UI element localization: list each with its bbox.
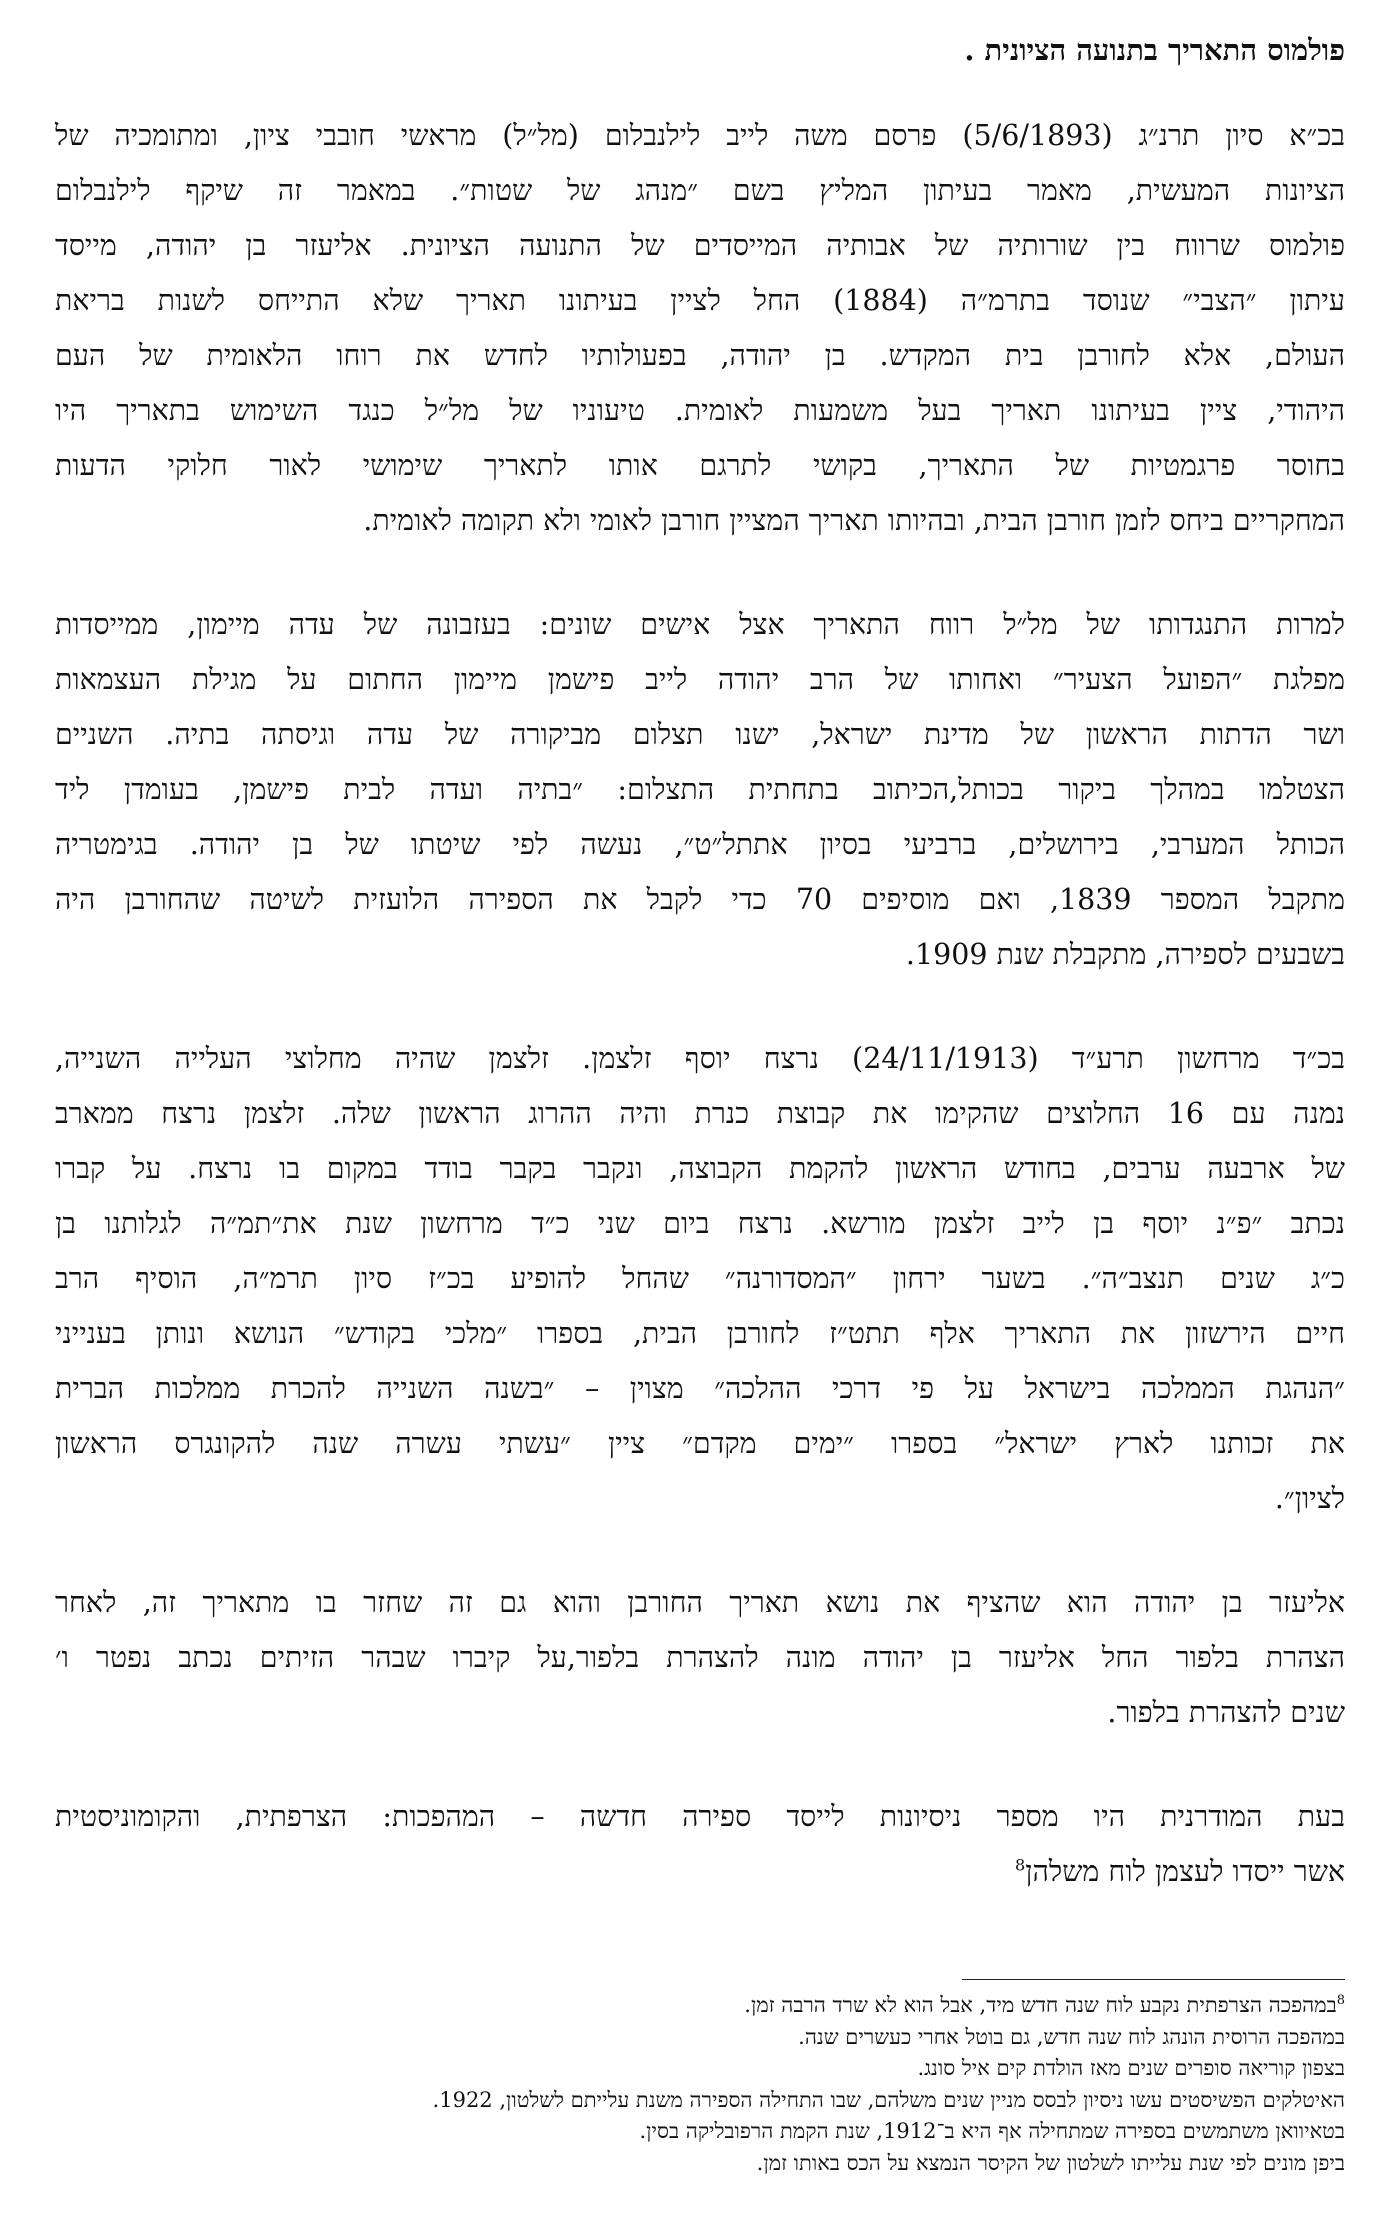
paragraph-1: [55, 108, 1345, 548]
text-line: שנים להצהרת בלפור.: [1107, 1696, 1345, 1729]
text-line: אשר ייסדו לעצמן לוח משלהן: [1025, 1855, 1345, 1888]
text-line: כ״ג שנים תנצב״ה״. בשער ירחון ״המסדורנה״ שהחל להופיע בכ״ז סיון תרמ״ה, הוסיף הרב: [55, 1262, 1345, 1295]
text-line: אליעזר בן יהודה הוא שהציף את נושא תאריך החורבן והוא גם זה שחזר בו מתאריך זה, לאחר: [55, 1586, 1345, 1619]
text-line: ושר הדתות הראשון של מדינת ישראל, ישנו תצלום מביקורה של עדה וגיסתה בתיה. השניים: [55, 718, 1345, 751]
text-line: בכ״ד מרחשון תרע״ד (24/11/1913) נרצח יוסף זלצמן. זלצמן שהיה מחלוצי העלייה השנייה,: [55, 1042, 1345, 1075]
text-line: נמנה עם 16 החלוצים שהקימו את קבוצת כנרת והיה ההרוג הראשון שלה. זלצמן נרצח ממארב: [55, 1097, 1345, 1130]
text-line: הציונות המעשית, מאמר בעיתון המליץ בשם ״מנהג של שטות״. במאמר זה שיקף לילנבלום: [55, 174, 1345, 207]
text-line-with-footnote: [55, 1844, 1345, 1899]
text-line: מתקבל המספר 1839, ואם מוסיפים 70 כדי לקבל את הספירה הלועזית לשיטה שהחורבן היה: [55, 883, 1345, 916]
footnote-text: ביפן מונים לפי שנת עלייתו לשלטון של הקיסר הנמצא על הכס באותו זמן.: [756, 2150, 1345, 2175]
footnotes-section: [95, 1990, 1345, 2179]
text-line: בעת המודרנית היו מספר ניסיונות לייסד ספירה חדשה – המהפכות: הצרפתית, והקומוניסטית: [55, 1800, 1345, 1833]
text-line: עיתון ״הצבי״ שנוסד בתרמ״ה (1884) החל לציין בעיתונו תאריך שלא התייחס לשנות בריאת: [55, 284, 1345, 317]
document-page: [55, 30, 1345, 1948]
footnote-number: 8: [1336, 1993, 1345, 2008]
footnote-text: בטאיוואן משתמשים בספירה שמתחילה אף היא ב־1912, שנת הקמת הרפובליקה בסין.: [639, 2119, 1345, 2143]
text-line: ״הנהגת הממלכה בישראל על פי דרכי ההלכה״ מצוין – ״בשנה השנייה להכרת ממלכות הברית: [55, 1372, 1345, 1405]
text-line: מפלגת ״הפועל הצעיר״ ואחותו של הרב יהודה לייב פישמן מיימון החתום על מגילת העצמאות: [55, 663, 1345, 696]
footnote-reference[interactable]: 8: [1015, 1855, 1026, 1875]
paragraph-2: [55, 597, 1345, 982]
document-title: פולמוס התאריך בתנועה הציונית .: [964, 33, 1345, 67]
paragraph-4: [55, 1575, 1345, 1740]
text-line: את זכותנו לארץ ישראל״ בספרו ״ימים מקדם״ ציין ״עשתי עשרה שנה להקונגרס הראשון: [55, 1427, 1345, 1460]
text-line: בחוסר פרגמטיות של התאריך, בקושי לתרגם אותו לתאריך שימושי לאור חלוקי הדעות: [55, 449, 1345, 482]
text-line: הכותל המערבי, בירושלים, ברביעי בסיון אתתל״ט״, נעשה לפי שיטתו של בן יהודה. בגימטריה: [55, 828, 1345, 861]
footnote-text: במהפכה הרוסית הונהג לוח שנה חדש, גם בוטל אחרי כעשרים שנה.: [798, 2024, 1345, 2049]
footnote-text: במהפכה הצרפתית נקבע לוח שנה חדש מיד, אבל הוא לא שרד הרבה זמן.: [744, 1993, 1337, 2017]
text-line: של ארבעה ערבים, בחודש הראשון להקמת הקבוצה, ונקבר בקבר בודד במקום בו נרצח. על קברו: [55, 1152, 1345, 1185]
paragraph-3: [55, 1031, 1345, 1526]
text-line: היהודי, ציין בעיתונו תאריך בעל משמעות לאומית. טיעוניו של מל״ל כנגד השימוש בתאריך היו: [55, 394, 1345, 427]
text-line: נכתב ״פ״נ יוסף בן לייב זלצמן מורשא. נרצח ביום שני כ״ד מרחשון שנת את״תמ״ה לגלותנו בן: [55, 1207, 1345, 1240]
text-line: הצהרת בלפור החל אליעזר בן יהודה מונה להצהרת בלפור,על קיברו שבהר הזיתים נכתב נפטר ו׳: [55, 1641, 1345, 1674]
text-line: לציון״.: [1274, 1482, 1345, 1515]
text-line: המחקריים ביחס לזמן חורבן הבית, ובהיותו תאריך המציין חורבן לאומי ולא תקומה לאומית.: [363, 504, 1345, 537]
text-line: בשבעים לספירה, מתקבלת שנת 1909.: [905, 938, 1345, 971]
footnote-first: [95, 1990, 1345, 2022]
text-line: בכ״א סיון תרנ״ג (5/6/1893) פרסם משה לייב לילנבלום (מל״ל) מראשי חובבי ציון, ומתומכיה של: [55, 119, 1345, 152]
text-line: הצטלמו במהלך ביקור בכותל,הכיתוב בתחתית התצלום: ״בתיה ועדה לבית פישמן, בעומדן ליד: [55, 773, 1345, 806]
footnote-text: בצפון קוריאה סופרים שנים מאז הולדת קים איל סונג.: [917, 2056, 1345, 2080]
paragraph-5: [55, 1789, 1345, 1899]
text-line: למרות התנגדותו של מל״ל רווח התאריך אצל אישים שונים: בעזבונה של עדה מיימון, ממייסדות: [55, 608, 1345, 641]
text-line: פולמוס שרווח בין שורותיה של אבותיה המייסדים של התנועה הציונית. אליעזר בן יהודה, מייסד: [55, 229, 1345, 262]
footnote-divider: [962, 1979, 1345, 1980]
footnote-text: האיטלקים הפשיסטים עשו ניסיון לבסס מניין שנים משלהם, שבו התחילה הספירה משנת עלייתם לשלטון, 1922.: [432, 2087, 1345, 2112]
text-line: העולם, אלא לחורבן בית המקדש. בן יהודה, בפעולותיו לחדש את רוחו הלאומית של העם: [55, 339, 1345, 372]
text-line: חיים הירשזון את התאריך אלף תתט״ז לחורבן הבית, בספרו ״מלכי בקודש״ הנושא ונותן בענייני: [55, 1317, 1345, 1350]
